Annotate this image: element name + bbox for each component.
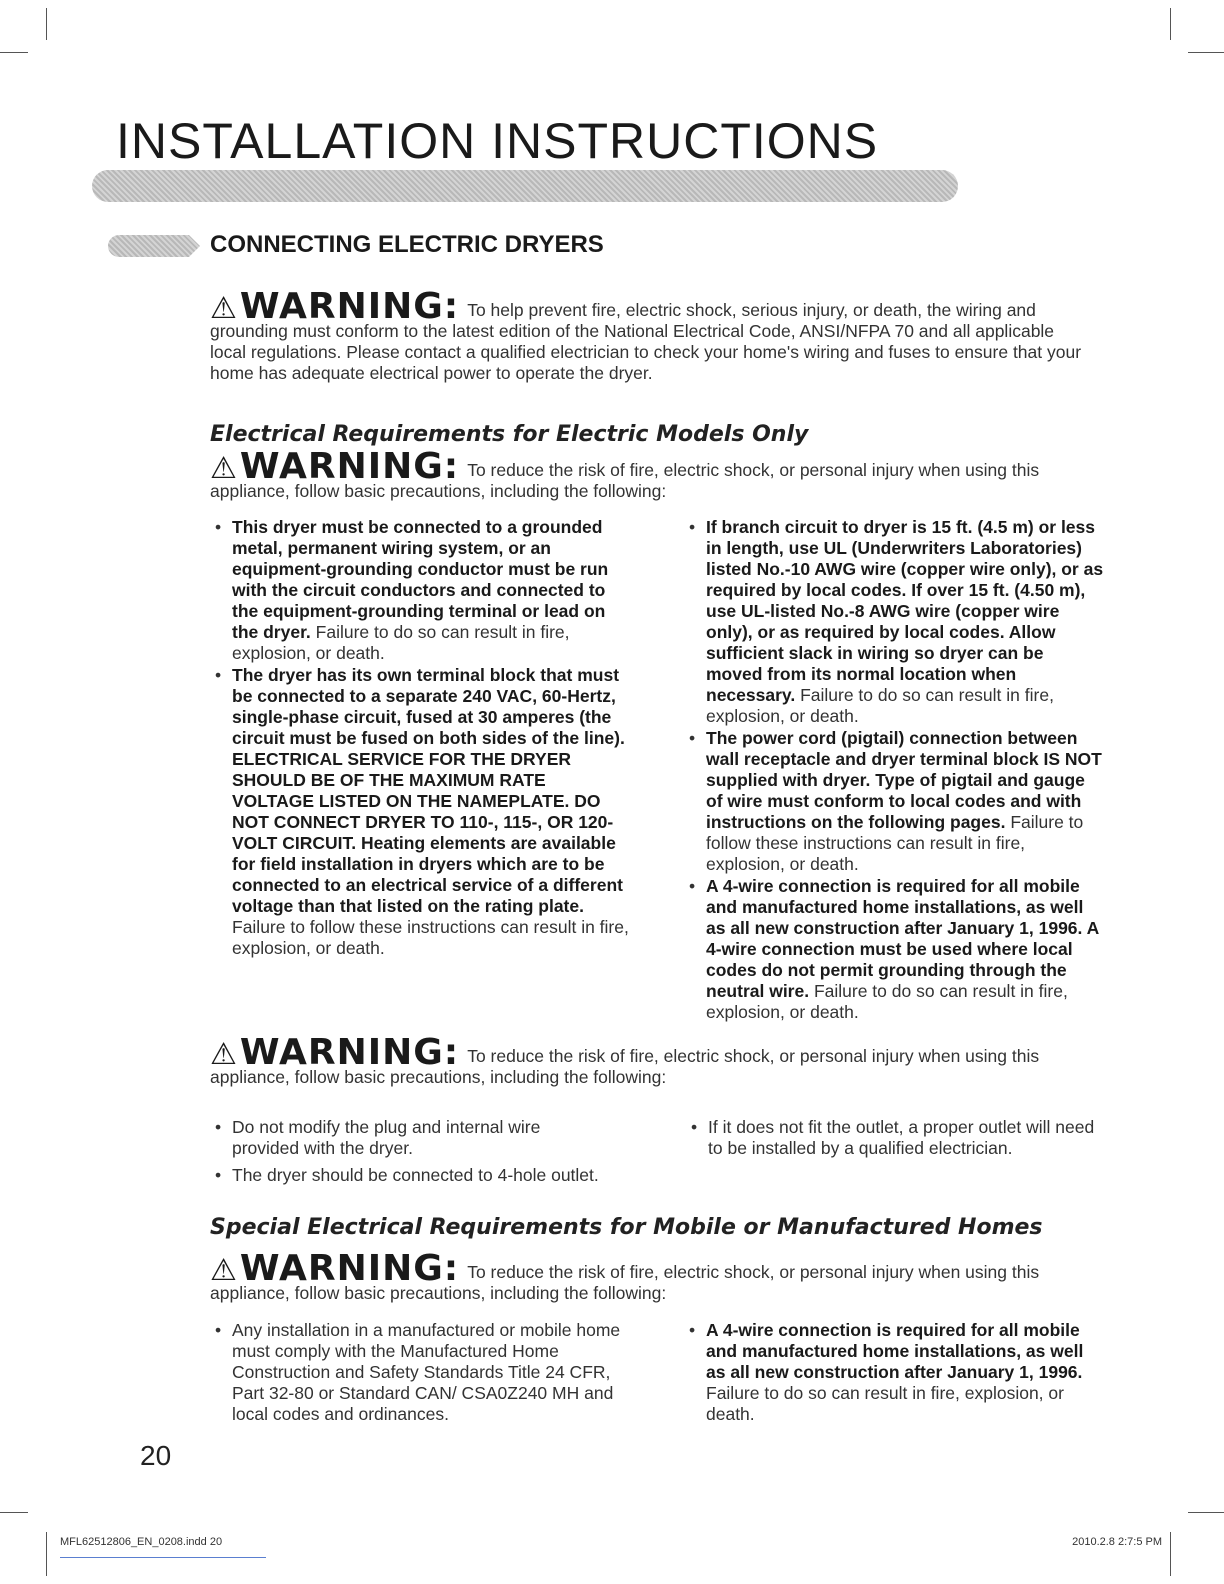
w3-left-list xyxy=(210,1117,610,1187)
warning-label: ⚠WARNING: xyxy=(210,1248,460,1289)
warning-triangle-icon: ⚠ xyxy=(210,1037,238,1072)
crop-mark xyxy=(1188,52,1224,53)
w4-right-list xyxy=(684,1320,1104,1426)
footer-underline xyxy=(60,1557,266,1558)
warning-triangle-icon: ⚠ xyxy=(210,1253,238,1288)
left-bullet-list xyxy=(210,517,630,960)
list-item: • This dryer must be connected to a grounded metal, permanent wiring system, or an equipment-grounding conductor must be run with the circuit conductors and connected to the equipment-grounding terminal or lead on the dryer. Failure to do so can result in fire, explosion, or death. xyxy=(215,517,609,663)
warning-label: ⚠WARNING: xyxy=(210,286,460,327)
list-item: • The dryer should be connected to 4-hole outlet. xyxy=(215,1165,599,1185)
list-item: • If it does not fit the outlet, a proper outlet will need to be installed by a qualified electrician. xyxy=(691,1117,1095,1158)
list-item: • The power cord (pigtail) connection between wall receptacle and dryer terminal block IS NOT supplied with dryer. Type of pigtail and gauge of wire must conform to local codes and with instructions on the following pages. Failure to follow these instructions can result in fire, explosion, or death. xyxy=(689,728,1102,874)
list-item: • A 4-wire connection is required for all mobile and manufactured home installations, as well as all new construction after January 1, 1996. A 4-wire connection must be used where local codes do not permit grounding through the neutral wire. Failure to do so can result in fire, explosion, or death. xyxy=(689,876,1099,1022)
list-item: • If branch circuit to dryer is 15 ft. (4.5 m) or less in length, use UL (Underwriters Laboratories) listed No.-10 AWG wire (copper wire only), or as required by local codes. If over 15 ft. (4.50 m), use UL-listed No.-8 AWG wire (copper wire only), or as required by local codes. Allow sufficient slack in wiring so dryer can be moved from its normal location when necessary. Failure to do so can result in fire, explosion, or death. xyxy=(689,517,1104,726)
warning-block-1 xyxy=(210,286,1090,384)
warning-triangle-icon: ⚠ xyxy=(210,451,238,486)
warning-block-4 xyxy=(210,1248,1090,1304)
crop-mark xyxy=(1170,8,1171,40)
section-title: CONNECTING ELECTRIC DRYERS xyxy=(210,231,604,258)
right-bullet-list xyxy=(684,517,1104,1024)
warning-text: To reduce the risk of fire, electric shock, or personal injury when using this appliance, follow basic precautions, including the following: xyxy=(210,460,1040,501)
w4-left-list xyxy=(210,1320,630,1426)
crop-mark xyxy=(1188,1512,1224,1513)
section-arrow-icon xyxy=(108,235,200,257)
crop-mark xyxy=(0,1512,28,1513)
list-item: • Any installation in a manufactured or mobile home must comply with the Manufactured Home Construction and Safety Standards Title 24 CFR, Part 32-80 or Standard CAN/ CSA0Z240 MH and local codes and ordinances. xyxy=(215,1320,621,1424)
w3-right-list xyxy=(686,1117,1106,1160)
warning-label: ⚠WARNING: xyxy=(210,446,460,487)
footer-filename: MFL62512806_EN_0208.indd 20 xyxy=(60,1536,223,1548)
warning-label: ⚠WARNING: xyxy=(210,1032,460,1073)
page-number: 20 xyxy=(140,1440,172,1471)
list-item: • The dryer has its own terminal block that must be connected to a separate 240 VAC, 60-Hertz, single-phase circuit, fused at 30 amperes (the circuit must be fused on both sides of the line). ELECTRICAL SERVICE FOR THE DRYER SHOULD BE OF THE MAXIMUM RATE VOLTAGE LISTED ON THE NAMEPLATE. DO NOT CONNECT DRYER TO 110-, 115-, OR 120-VOLT CIRCUIT. Heating elements are available for field installation in dryers which are to be connected to an electrical service of a different voltage than that listed on the rating plate. Failure to follow these instructions can result in fire, explosion, or death. xyxy=(215,665,629,958)
warning-text: To help prevent fire, electric shock, serious injury, or death, the wiring and grounding must conform to the latest edition of the National Electrical Code, ANSI/NFPA 70 and all applicable local regulations. Please contact a qualified electrician to check your home's wiring and fuses to ensure that your home has adequate electrical power to operate the dryer. xyxy=(210,300,1082,383)
list-item: • A 4-wire connection is required for all mobile and manufactured home installations, as well as all new construction after January 1, 1996. Failure to do so can result in fire, explosion, or death. xyxy=(689,1320,1084,1424)
warning-triangle-icon: ⚠ xyxy=(210,291,238,326)
warning-text: To reduce the risk of fire, electric shock, or personal injury when using this appliance, follow basic precautions, including the following: xyxy=(210,1262,1040,1303)
subheading-mobile-homes: Special Electrical Requirements for Mobile or Manufactured Homes xyxy=(210,1215,1043,1240)
warning-block-2 xyxy=(210,446,1090,502)
crop-mark xyxy=(1170,1532,1171,1576)
subheading-electric-models: Electrical Requirements for Electric Models Only xyxy=(210,422,809,447)
warning-text: To reduce the risk of fire, electric shock, or personal injury when using this appliance, follow basic precautions, including the following: xyxy=(210,1046,1040,1087)
page-title: INSTALLATION INSTRUCTIONS xyxy=(116,113,879,169)
warning-block-3 xyxy=(210,1032,1110,1088)
list-item: • Do not modify the plug and internal wire provided with the dryer. xyxy=(215,1117,541,1158)
crop-mark xyxy=(46,8,47,40)
title-divider-bar xyxy=(92,170,958,202)
crop-mark xyxy=(46,1532,47,1576)
crop-mark xyxy=(0,52,28,53)
footer-timestamp: 2010.2.8 2:7:5 PM xyxy=(1072,1536,1162,1548)
